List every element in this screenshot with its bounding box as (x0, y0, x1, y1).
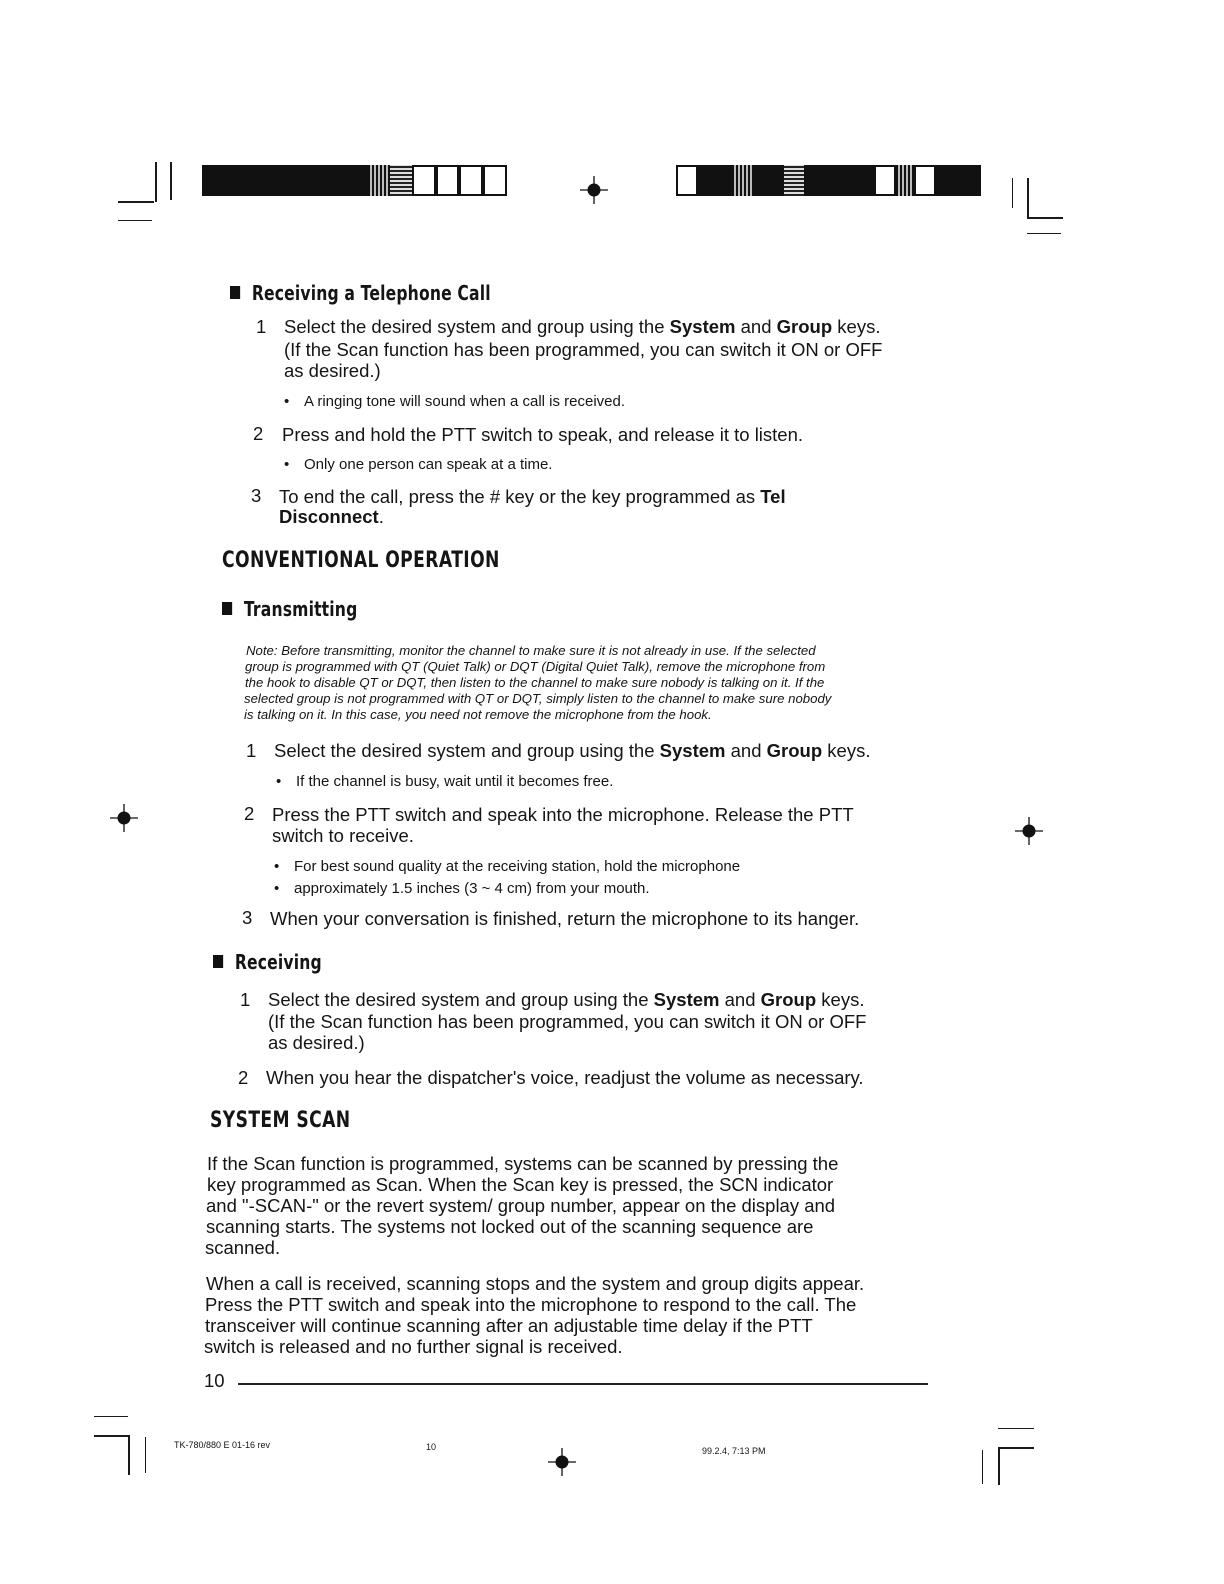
step-number: 2 (253, 423, 264, 444)
step-text: (If the Scan function has been programmed, you can switch it ON or OFF (284, 339, 883, 360)
step-text: Press the PTT switch and speak into the microphone. Release the PTT (272, 804, 854, 825)
registration-mark-icon (1015, 817, 1043, 845)
bullet-square-icon (230, 286, 240, 299)
page-rule (238, 1383, 928, 1385)
step-number: 2 (244, 803, 255, 824)
bullet-item: • If the channel is busy, wait until it becomes free. (296, 773, 613, 791)
section-heading-conventional: CONVENTIONAL OPERATION (222, 548, 500, 573)
bullet-item: • A ringing tone will sound when a call is received. (304, 393, 625, 411)
page-number: 10 (204, 1370, 225, 1391)
section-heading-transmitting: Transmitting (222, 597, 357, 621)
color-bar-left (202, 165, 507, 196)
section-heading-system-scan: SYSTEM SCAN (210, 1108, 351, 1133)
footer-timestamp: 99.2.4, 7:13 PM (702, 1446, 766, 1456)
bullet-item: • Only one person can speak at a time. (304, 456, 552, 474)
step-text: Select the desired system and group using the System and Group keys. (274, 740, 871, 761)
step-text: switch to receive. (272, 825, 414, 846)
color-bar-right (676, 165, 981, 196)
step-text: (If the Scan function has been programmed, you can switch it ON or OFF (268, 1011, 867, 1032)
section-heading-receiving: Receiving (213, 950, 322, 974)
step-text: as desired.) (268, 1032, 365, 1053)
registration-mark-icon (110, 804, 138, 832)
bullet-square-icon (213, 955, 223, 968)
step-number: 2 (238, 1067, 249, 1088)
step-number: 3 (251, 485, 262, 506)
step-text: When you hear the dispatcher's voice, readjust the volume as necessary. (266, 1067, 864, 1088)
step-text: as desired.) (284, 360, 381, 381)
footer-file: TK-780/880 E 01-16 rev (174, 1440, 271, 1450)
bullet-item: • For best sound quality at the receiving station, hold the microphone (294, 858, 740, 876)
step-text: Press and hold the PTT switch to speak, and release it to listen. (282, 424, 804, 445)
bullet-square-icon (222, 602, 232, 615)
step-number: 1 (246, 740, 257, 761)
step-number: 1 (240, 989, 251, 1010)
registration-mark-icon (580, 176, 608, 204)
step-text: Select the desired system and group using the System and Group keys. (284, 316, 881, 337)
step-number: 1 (256, 316, 267, 337)
footer-page: 10 (426, 1442, 437, 1452)
step-text: When your conversation is finished, return the microphone to its hanger. (270, 908, 860, 929)
step-text: Select the desired system and group using the System and Group keys. (268, 989, 865, 1010)
bullet-item-continued: • approximately 1.5 inches (3 ~ 4 cm) from your mouth. (294, 880, 650, 898)
step-text: To end the call, press the # key or the key programmed as Tel (279, 486, 786, 507)
step-number: 3 (242, 907, 253, 928)
registration-mark-icon (548, 1448, 576, 1476)
step-text: Disconnect. (279, 506, 384, 527)
section-heading-receiving-telephone: Receiving a Telephone Call (230, 281, 491, 305)
